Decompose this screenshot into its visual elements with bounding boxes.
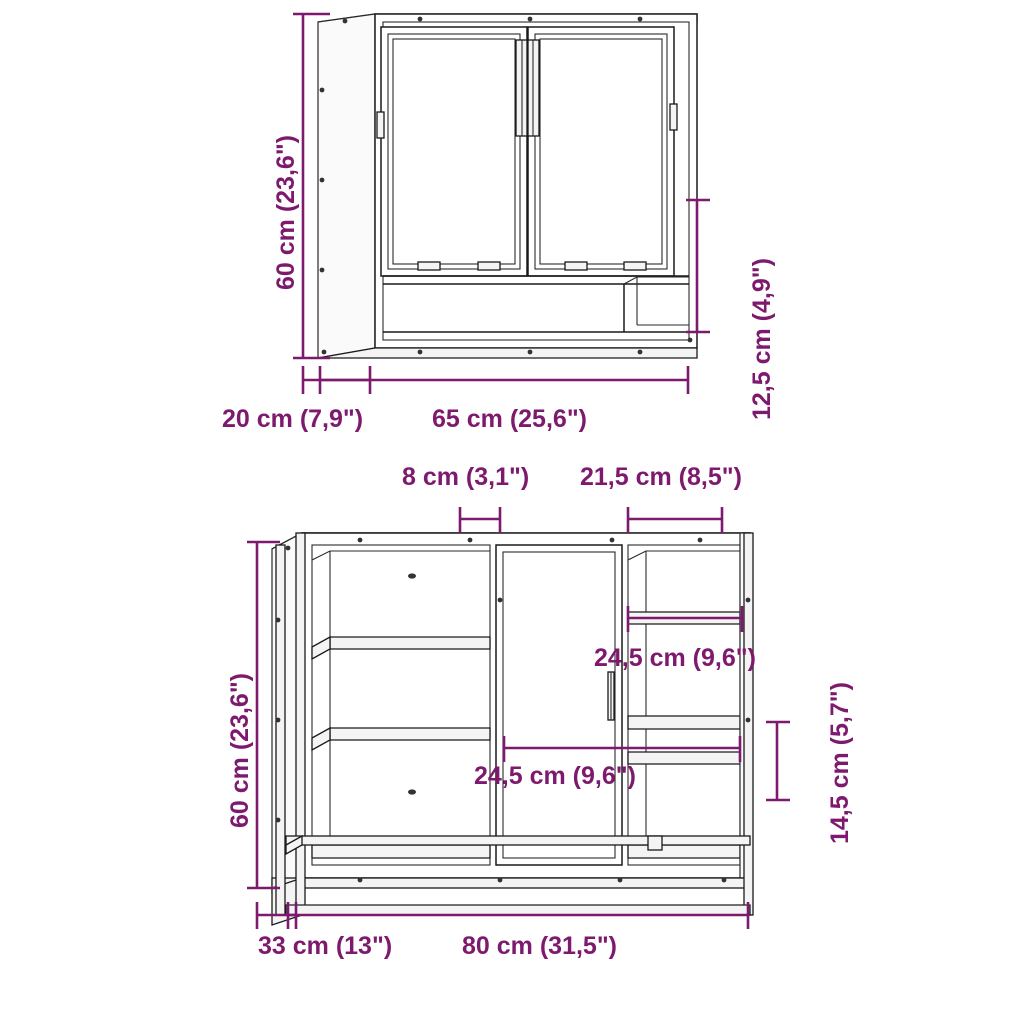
- dim-cab-shelf-height: [686, 200, 710, 332]
- dim-base-drawer-height: [766, 722, 790, 800]
- dim-label-base-width: 80 cm (31,5"): [462, 932, 617, 960]
- dim-base-compartment-lower: [504, 736, 740, 762]
- dim-label-base-gap-left: 8 cm (3,1"): [402, 463, 530, 491]
- dim-label-cab-height: 60 cm (23,6"): [272, 135, 300, 290]
- dim-label-base-compartment-lower: 24,5 cm (9,6"): [474, 762, 636, 790]
- dim-base-gap-left: [460, 507, 500, 533]
- dim-label-base-compartment-upper: 24,5 cm (9,6"): [594, 644, 756, 672]
- dim-label-base-gap-right: 21,5 cm (8,5"): [580, 463, 742, 491]
- dim-base-compartment-upper: [628, 606, 742, 632]
- dim-cab-width: [320, 366, 688, 394]
- dim-base-width: [288, 902, 748, 929]
- dim-label-cab-shelf-height: 12,5 cm (4,9"): [748, 258, 776, 420]
- dim-label-cab-width: 65 cm (25,6"): [432, 405, 587, 433]
- dim-label-base-depth: 33 cm (13"): [258, 932, 393, 960]
- dim-label-cab-depth: 20 cm (7,9"): [222, 405, 364, 433]
- dim-label-base-drawer-height: 14,5 cm (5,7"): [826, 682, 854, 844]
- dim-base-gap-right: [628, 507, 722, 533]
- dim-label-base-height: 60 cm (23,6"): [226, 673, 254, 828]
